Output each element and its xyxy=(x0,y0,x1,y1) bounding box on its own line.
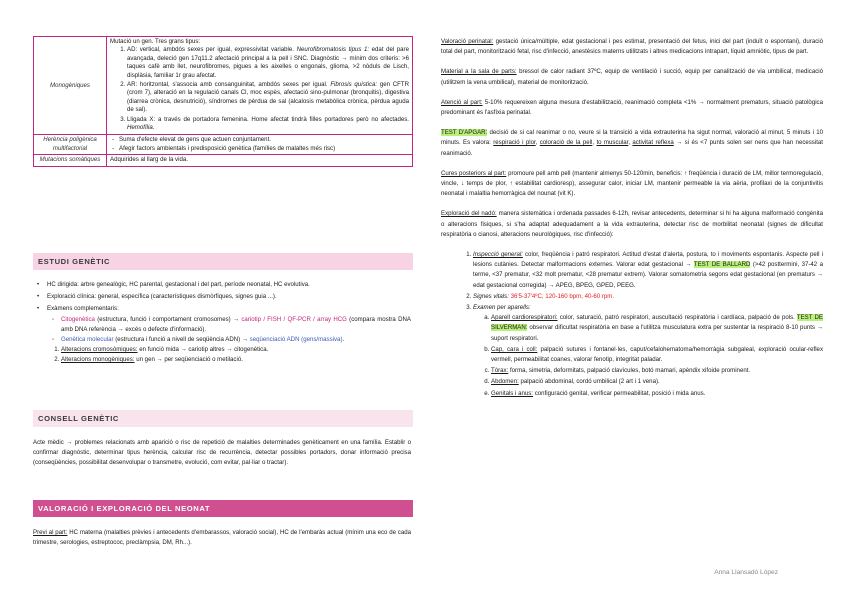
list-item-text: palpació abdominal, cordó umbilical (2 art i 1 vena). xyxy=(518,378,660,386)
list-item xyxy=(61,345,411,355)
list-item xyxy=(491,345,823,365)
section-heading-estudi: ESTUDI GENÈTIC xyxy=(33,253,413,270)
list-item xyxy=(47,304,411,365)
highlight-term: seqüenciació ADN (gens/massiva) xyxy=(249,336,343,344)
underlined-term: Aparell cardiorespiratori: xyxy=(491,314,558,322)
item-head: AD: vertical, ambdós sexes per igual, expressivitat variable. xyxy=(127,46,294,54)
list-item xyxy=(127,116,409,133)
underlined-term: Inspecció general: xyxy=(473,251,523,259)
underlined-term: coloració de la pell xyxy=(539,139,593,147)
row-label-herencia: Herència poligènica multifactorial xyxy=(34,135,107,155)
list-item-text: observar dificultat respiratòria en base a l'utilitza musculatura extra per sustentar la respiració 8-10 punts → suport respiratori. xyxy=(491,324,823,342)
item-head: Lligada X: a través de portadora femenina. Home afectat tindrà filles portadores però no afectades. xyxy=(127,115,409,123)
paragraph-text: → si és <7 punts solen ser nens que han necessitat reanimació. xyxy=(441,139,823,157)
list-item xyxy=(473,292,823,302)
underlined-term: to muscular xyxy=(596,139,629,147)
estudi-section xyxy=(33,280,411,368)
monogeniques-cell xyxy=(107,37,413,135)
list-item-text: color, saturació, patró respiratori, auscultació respiratòria i cardíaca, palpació de pols. xyxy=(557,314,797,322)
paragraph-text: HC materna (malalties prèvies i antecedents d'embarassos, valoració social), HC de l'embaràs actual (mínim una eco de cada trimestre, serologies, estreptococ, preclàmpsia, DM, Rh...). xyxy=(33,529,411,547)
table-row xyxy=(34,135,413,155)
underlined-term: Cures posteriors al part: xyxy=(441,169,507,177)
perinatal-paragraph xyxy=(441,37,823,57)
list-item xyxy=(491,377,823,387)
list-item-text: un gen → per seqüenciació o metilació. xyxy=(134,356,243,364)
apgar-paragraph xyxy=(441,128,823,159)
list-item xyxy=(473,250,823,291)
consell-text: Acte mèdic → problemes relacionats amb aparició o risc de repetició de malalties determinades genèticament en una família. Establir o confirmar diagnòstic, determinar tipus herència, calcular risc de recurrència, detectar possibles portadors, donar informació precisa (conseqüències, possibilitat desenvolupar o transmetre, evolució, com evitar, pal·liar o tractar). xyxy=(33,439,411,467)
list-item-text: (estructura i funció a nivell de seqüència ADN) → xyxy=(113,336,250,344)
paragraph-text: gestació única/múltiple, edat gestacional i pes estimat, presentació del fetus, inici del part (induït o espontani), duració total del part, monitorització fetal, risc d'infecció, anestèsics materns utilitzats i altres medicacions intrapart, líquid amniòtic, tipus de part. xyxy=(441,38,824,56)
list-item-text: palpació sutures i fontanel·les, caput/cefalohematoma/hemorràgia subgaleal, exploració ocular-reflex vermell, permeabilitat coanes, valorar fenotip, integritat paladar. xyxy=(491,345,823,364)
underlined-term: activitat reflexa xyxy=(632,139,674,147)
exploracio-paragraph xyxy=(441,209,823,240)
paragraph-text: 5-10% requereixen alguna mesura d'estabilització, reanimació completa <1% → normalment prematurs, situació patològica predominant és l'asfíxia perinatal. xyxy=(441,98,823,117)
list-item-text: configuració genital, verificar permeabilitat, posició i mida anus. xyxy=(533,389,706,397)
paragraph-text: decisió de si cal reanimar o no, veure si la transició a vida extrauterina ha sigut normal, valoració al minut, 5 minuts i 10 minuts. Es valora: xyxy=(441,129,823,147)
row-label-monogeniques: Monogèniques xyxy=(34,37,107,135)
list-item: • HC dirigida: arbre genealògic, HC parental, gestacional i del part, període neonatal, HC evolutiva. xyxy=(47,280,411,290)
underlined-term: Tòrax: xyxy=(491,367,509,375)
underlined-term: Material a la sala de parts: xyxy=(441,68,517,76)
underlined-term: Valoració perinatal: xyxy=(441,38,494,45)
underlined-term: Genitals i anus: xyxy=(491,389,534,397)
section-heading-consell: CONSELL GENÈTIC xyxy=(33,410,413,427)
sala-paragraph xyxy=(441,67,823,87)
item-italic: Neurofibromatosis tipus 1: xyxy=(296,46,370,54)
paragraph-text: promoure pell amb pell (mantenir almenys 50-120min, beneficis: ↑ freqüència i duració de LM, millor termoregulació, vincle, ↓ temps de plor, ↑ estabilitat cardioresp), assegurar calor, iniciar LM, mantenir permeable la via aèria, profilaxi de la conjuntivitis neonatal i malaltia hemorràgica del nounat (vit K). xyxy=(441,169,823,198)
separator: , xyxy=(628,139,633,147)
mutacions-cell: Adquirides al llarg de la vida. xyxy=(107,155,413,166)
highlighted-term: TEST D'APGAR: xyxy=(441,129,488,137)
item-rest: edat del pare avançada, deleció gen 17q11.2 afectació principal a la pell i SNC. Diagnòstic → mínim dos criteris: >6 taques cafè amb llet, neurofibromes, pigues a les aixelles o engonals, glioma, >2 nòduls de Lisch, displàsia, familiar 1r grau afectat. xyxy=(127,46,409,79)
list-item xyxy=(61,315,411,335)
cures-paragraph xyxy=(441,169,823,200)
table-row xyxy=(34,155,413,166)
previ-part-text xyxy=(33,528,411,548)
underlined-term: Exploració del nadó: xyxy=(441,210,497,218)
separator: , xyxy=(535,139,540,147)
list-item-text: . xyxy=(342,336,345,344)
list-item-text: en funció mida → cariotip altres → citogenètica. xyxy=(137,346,269,354)
list-item xyxy=(61,355,411,365)
list-item xyxy=(61,335,411,345)
highlight-term: cariotip / FISH / QF-PCR / array HCG xyxy=(241,315,347,323)
list-item-text: (estructura, funció i comportament cromosomes) → xyxy=(94,315,242,323)
highlighted-term: TEST DE SILVERMAN: xyxy=(491,314,823,332)
footer-author: Anna Llansadó López xyxy=(714,569,778,576)
genetics-table xyxy=(33,36,413,167)
underlined-term: Alteracions monogèniques: xyxy=(61,356,135,364)
item-italic: Fibrosis quística: xyxy=(330,81,378,89)
list-item xyxy=(491,366,823,376)
list-item-text: Exàmens complementaris: xyxy=(47,305,119,313)
list-item: - Afegir factors ambientals i predisposició genètica (famílies de malaltes més risc) xyxy=(120,145,409,153)
list-item-text: color, freqüència i patró respiratori. Actitud d'estat d'alerta, postura, to i moviments espontanis. Aspecte pell i lesions cutànies. Detectar malformacions externes. Valorar edat gestacional → xyxy=(473,251,823,269)
list-item xyxy=(127,81,409,115)
item-italic: Hemofília. xyxy=(127,124,155,132)
list-item xyxy=(473,303,823,399)
underlined-term: Previ al part: xyxy=(33,529,68,536)
paragraph-text: bressol de calor radiant 37ºC, equip de ventilació i succió, equip per canalització de via umbilical, medicació (utilitzem la vena umbilical), material de monitorització. xyxy=(441,68,823,86)
monogeniques-title: Mutació un gen. Tres grans tipus: xyxy=(110,38,201,45)
herencia-cell xyxy=(107,135,413,155)
table-row xyxy=(34,37,413,135)
right-column xyxy=(441,37,823,400)
list-item: • Exploració clínica: general, específica (característiques dismòrfiques, signes guia ...). xyxy=(47,292,411,302)
atencio-paragraph xyxy=(441,98,823,118)
underlined-term: Alteracions cromosòmiques: xyxy=(61,346,138,354)
item-head: AR: horitzontal, s'associa amb consanguinitat, ambdós sexes per igual. xyxy=(127,81,328,89)
underlined-term: Cap, cara i coll: xyxy=(491,345,538,353)
separator: , xyxy=(592,139,597,147)
highlight-term: Citogenètica xyxy=(61,315,95,323)
item-rest: gen CFTR (crom 7), alteració en la regulació canals Cl, moc espès, afectació sino-pulmonar (bronquitis), digestiva (diarrea crònica, desnutrició), síndromes de pèrdua de sal (alcalosis metabòlica crònica, pèrdua aguda de sal). xyxy=(127,81,409,114)
section-heading-valoracio: VALORACIÓ I EXPLORACIÓ DEL NEONAT xyxy=(33,500,413,517)
list-item xyxy=(491,389,823,399)
list-item-label: Signes vitals: xyxy=(473,292,509,300)
list-item-label: Examen per aparells: xyxy=(473,304,531,312)
vital-signs-value: 36'5-37'4ºC, 120-160 bpm, 40-60 rpm. xyxy=(508,292,615,300)
list-item xyxy=(491,313,823,344)
underlined-term: Abdomen: xyxy=(491,378,519,386)
underlined-term: Atenció al part: xyxy=(441,98,483,106)
list-item xyxy=(127,46,409,80)
underlined-term: respiració i plor xyxy=(493,139,536,147)
list-item-text: forma, simetria, deformitats, palpació clavícules, botó mamari, apèndix xifoide prominent. xyxy=(508,367,751,375)
paragraph-text: manera sistemàtica i ordenada passades 6-12h, revisar antecedents, determinar si hi ha alguna malformació congènita o alteracions fisiques, si s'ha adaptat adequadament a la vida extrauterina, detectar risc de morbilitat neonatal (signes de dificultat respiratòria o cianosi, alteracions neurològiques, risc d'infecció): xyxy=(441,210,824,238)
list-item-text: (compara mostra DNA amb DNA referència → excés o defecte d'informació). xyxy=(61,315,411,333)
highlighted-term: TEST DE BALLARD xyxy=(693,261,751,269)
row-label-mutacions: Mutacions somàtiques xyxy=(34,155,107,166)
highlight-term: Genètica molecular xyxy=(61,336,114,344)
list-item: - Suma d'efecte elevat de gens que actuen conjuntament. xyxy=(120,136,409,144)
list-item-text: (>42 posttermini, 37-42 a terme, <37 prematur, <32 molt prematur, <28 prematur extrem). Valorar somatometria segons edat gestacional (en prematurs → edat gestacional corregida) → APEG, BPEG, GPED, PEEG. xyxy=(473,261,823,289)
